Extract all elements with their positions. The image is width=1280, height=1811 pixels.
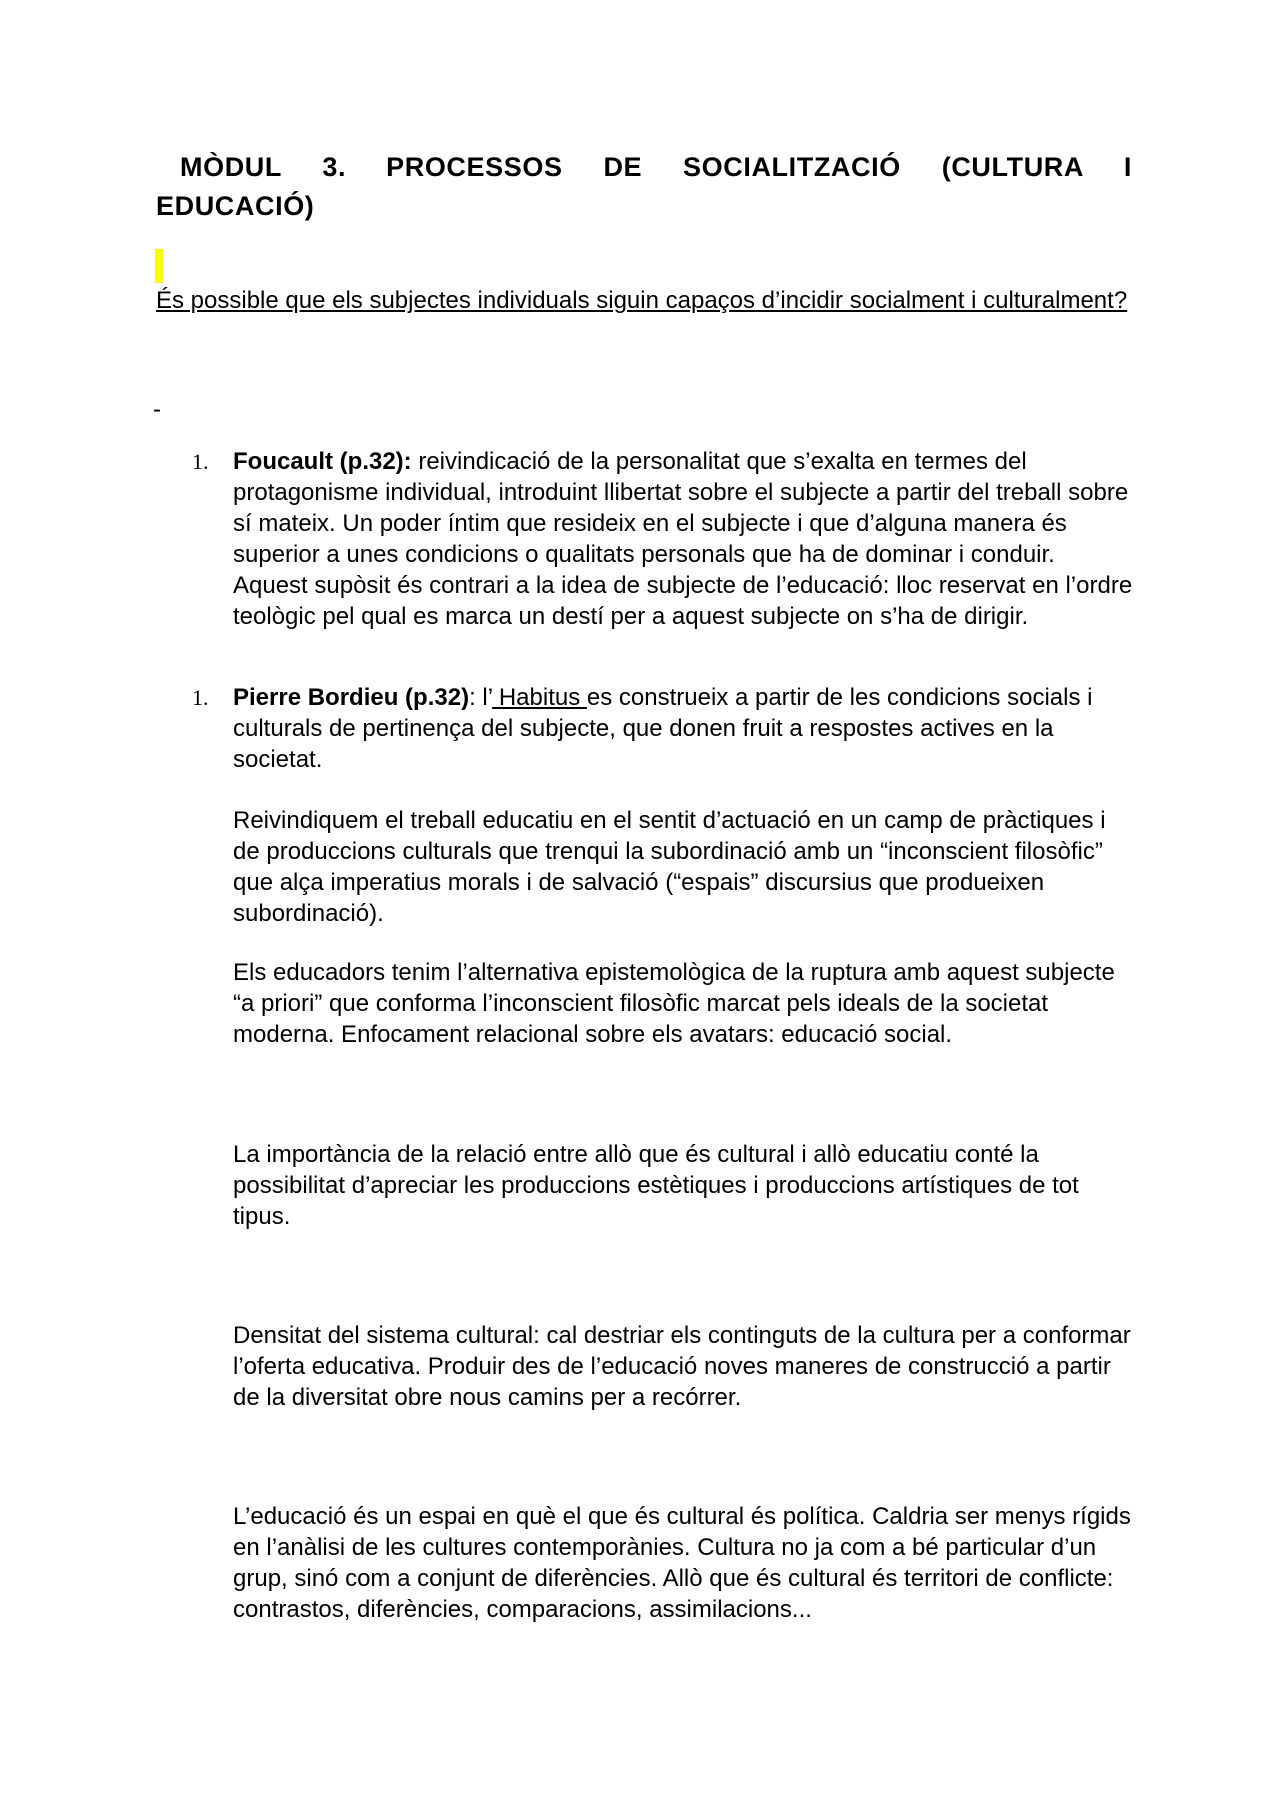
list-item-text: reivindicació de la personalitat que s’exalta en termes del protagonisme individual, introduint llibertat sobre el subjecte a partir del treball sobre sí mateix. Un poder íntim que resideix en el subjecte i que d’alguna manera és superior a unes condicions o qualitats personals que ha de dominar i conduir. Aquest supòsit és contrari a la idea de subjecte de l’educació: lloc reservat en l’ordre teològic pel qual es marca un destí per a aquest subjecte on s’ha de dirigir.: [233, 448, 1133, 630]
paragraph-educadors: Els educadors tenim l’alternativa epistemològica de la ruptura amb aquest subjecte “a priori” que conforma l’inconscient filosòfic marcat pels ideals de la societat moderna. Enfocament relacional sobre els avatars: educació social.: [233, 959, 1115, 1048]
title-module-name: PROCESSOS DE SOCIALITZACIÓ (CULTURA I EDUCACIÓ): [156, 152, 1132, 221]
list-item-author: Foucault (p.32):: [233, 448, 412, 475]
paragraph-treball-educatiu: Reivindiquem el treball educatiu en el sentit d’actuació en un camp de pràctiques i de produccions culturals que trenqui la subordinació amb un “inconscient filosòfic” que alça imperatius morals i de salvació (“espais” discursius que produeixen subordinació).: [233, 807, 1106, 927]
list-item-number: 1.: [192, 449, 209, 474]
list-item-bordieu: [192, 682, 1133, 775]
list-item-author: Pierre Bordieu (p.32): [233, 684, 470, 711]
list-item-number: 1.: [192, 685, 209, 710]
list-item-text-after: es construeix a partir de les condicions socials i culturals de pertinença del subjecte, que donen fruit a respostes actives en la societat.: [233, 684, 1093, 773]
paragraph-densitat: Densitat del sistema cultural: cal destriar els continguts de la cultura per a conformar l’oferta educativa. Produir des de l’educació noves maneres de construcció a partir de la diversitat obre nous camins per a recórrer.: [233, 1322, 1131, 1411]
title-module-number: MÒDUL 3.: [180, 152, 347, 182]
list-item-text-before: : l’: [469, 684, 493, 711]
section-question: És possible que els subjectes individuals siguin capaços d’incidir socialment i culturalment?: [156, 287, 1128, 314]
text-highlight-mark: [155, 249, 163, 283]
document-title: [156, 148, 1132, 226]
habitus-term: Habitus: [492, 684, 587, 711]
paragraph-importancia: La importància de la relació entre allò que és cultural i allò educatiu conté la possibilitat d’apreciar les produccions estètiques i produccions artístiques de tot tipus.: [233, 1141, 1079, 1230]
paragraph-educacio-politica: L’educació és un espai en què el que és cultural és política. Caldria ser menys rígids en l’anàlisi de les cultures contemporànies. Cultura no ja com a bé particular d’un grup, sinó com a conjunt de diferències. Allò que és cultural és territori de conflicte: contrastos, diferències, comparacions, assimilacions...: [233, 1503, 1131, 1623]
list-dash: -: [153, 396, 161, 423]
list-item-foucault: [192, 446, 1133, 632]
